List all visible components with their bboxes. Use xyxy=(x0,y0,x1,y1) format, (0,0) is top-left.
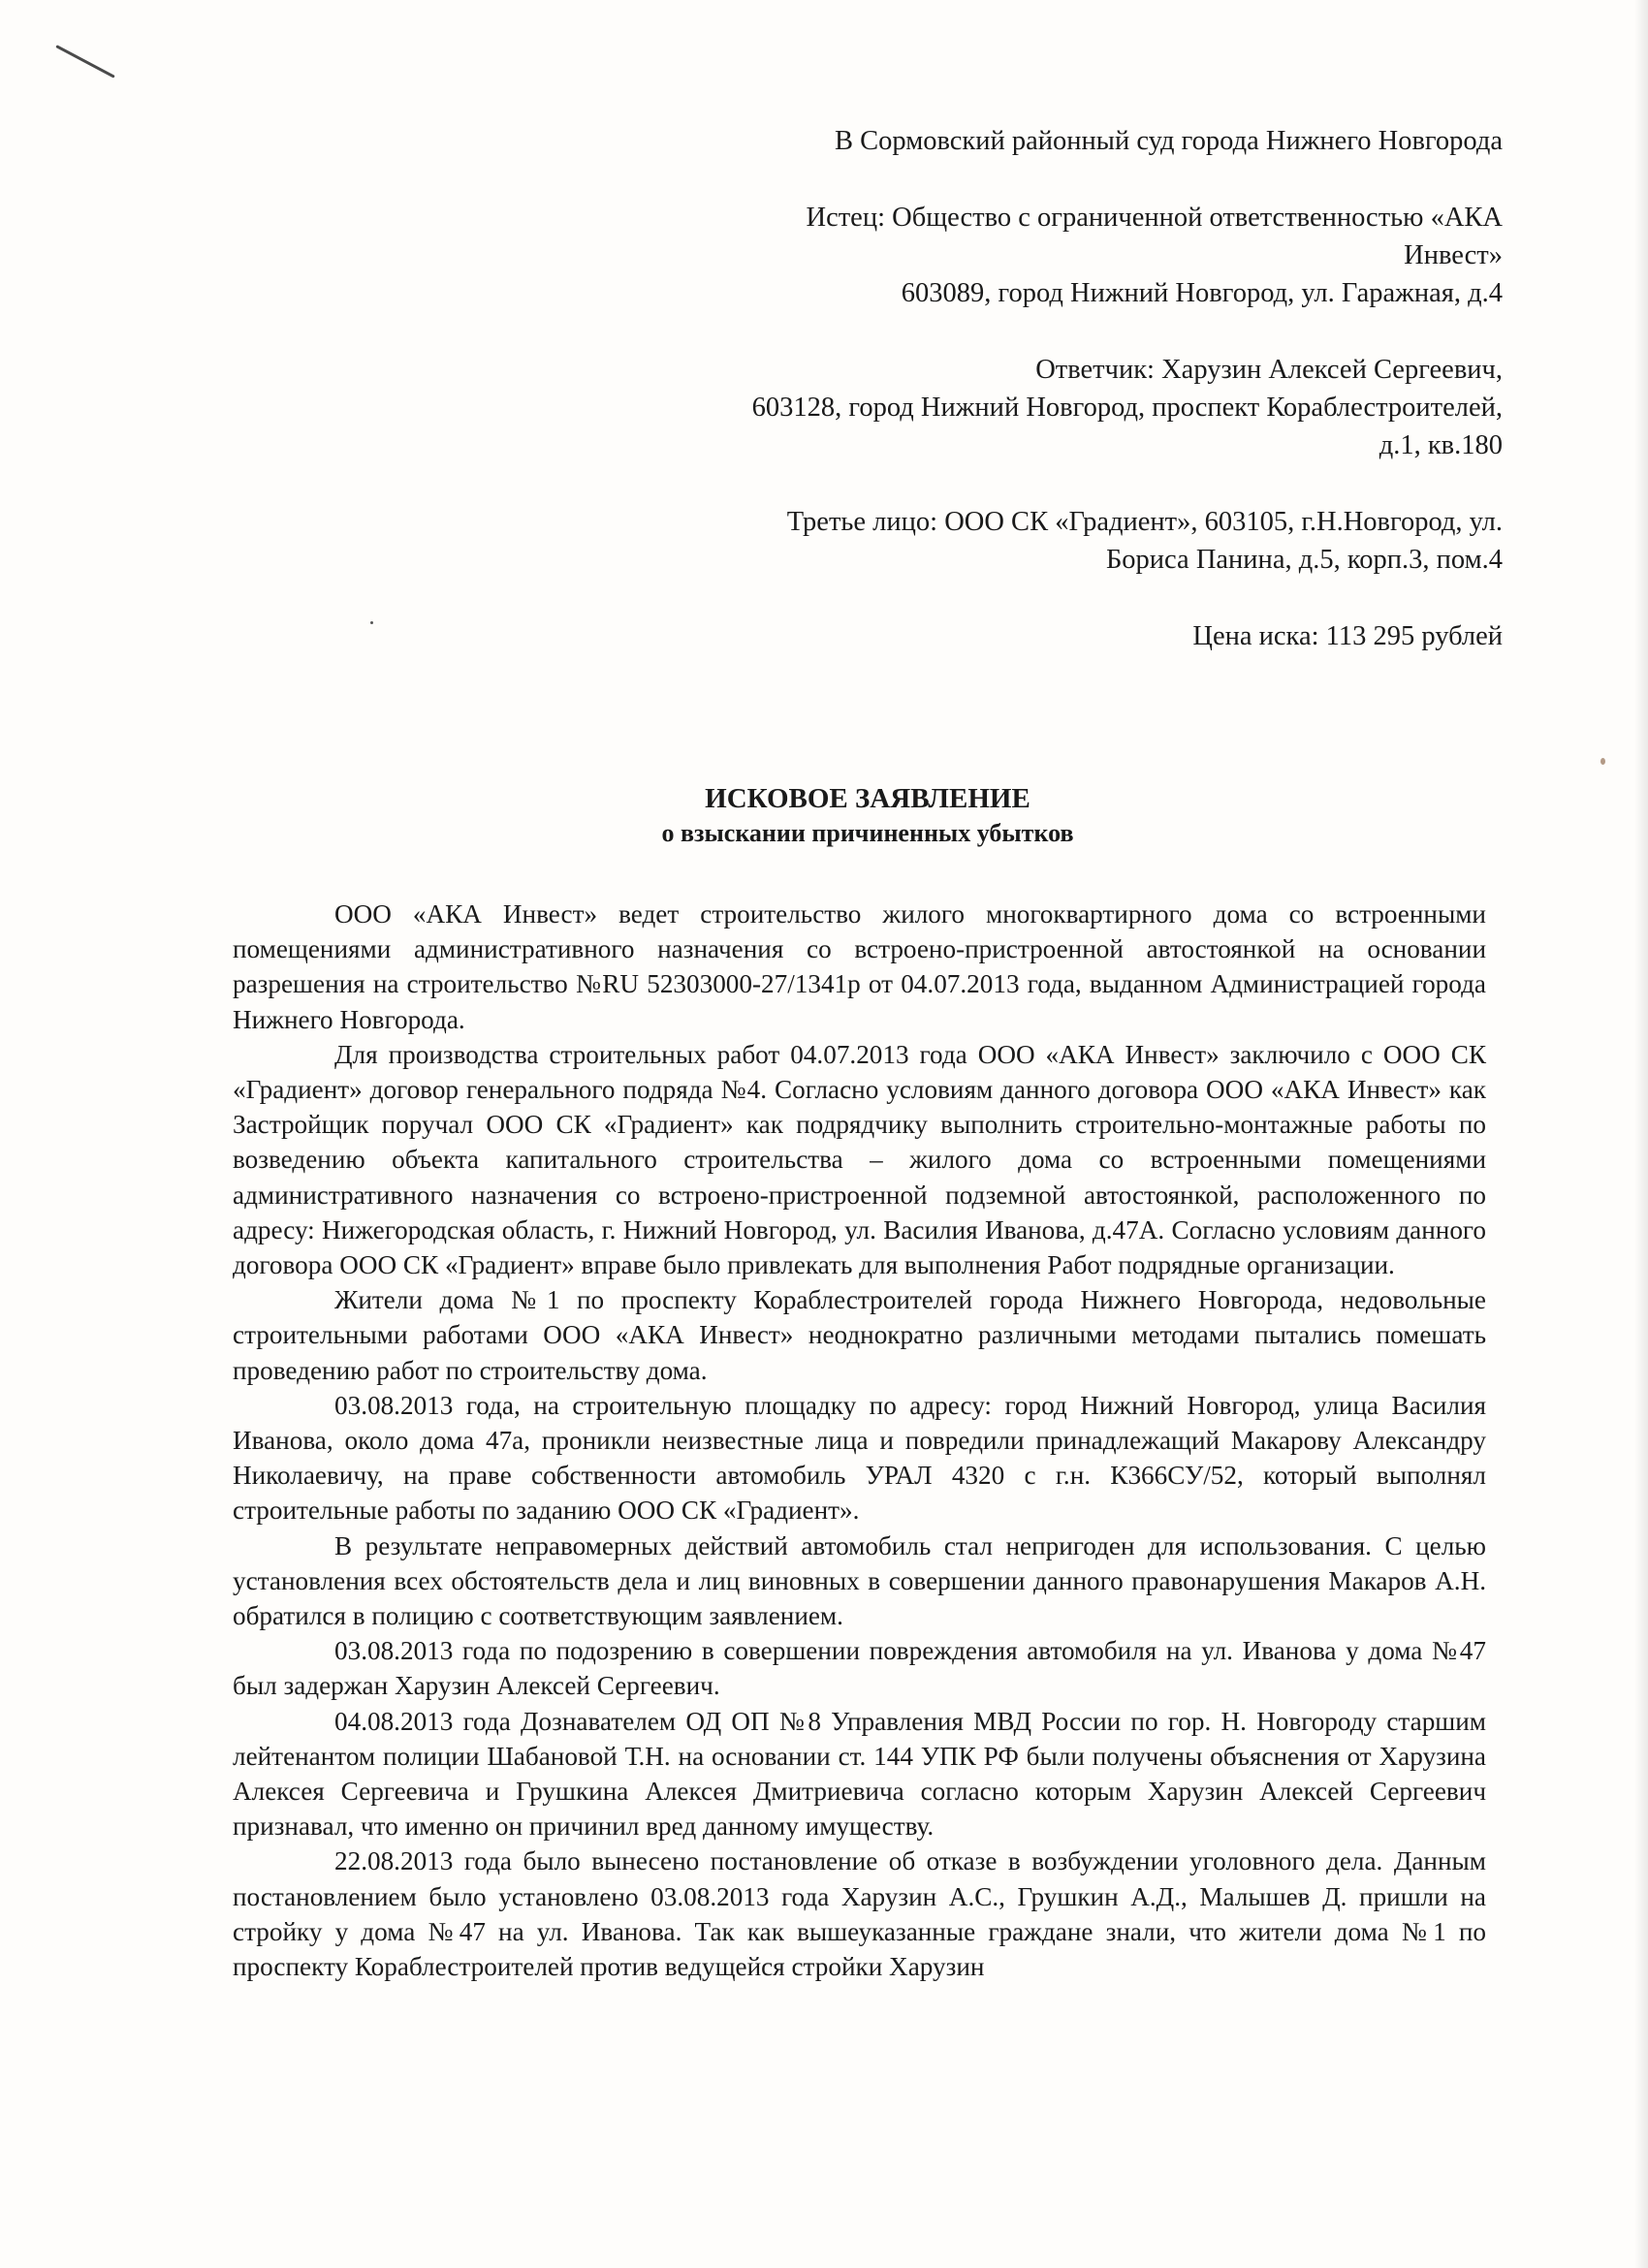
defendant-line-3: д.1, кв.180 xyxy=(1379,430,1503,460)
body-paragraph: Жители дома №1 по проспекту Кораблестроителей города Нижнего Новгорода, недовольные строительными работами ООО «АКА Инвест» неоднократно различными методами пытались помешать проведению работ по строительству дома. xyxy=(233,1285,1486,1385)
claim-price: Цена иска: 113 295 рублей xyxy=(1192,621,1503,651)
scan-dot xyxy=(370,621,373,624)
plaintiff-address: 603089, город Нижний Новгород, ул. Гаражная, д.4 xyxy=(901,278,1503,308)
third-party-line-2: Бориса Панина, д.5, корп.3, пом.4 xyxy=(1105,545,1503,575)
body-paragraph: 22.08.2013 года было вынесено постановление об отказе в возбуждении уголовного дела. Данным постановлением было установлено 03.08.2013 года Харузин А.С., Грушкин А.Д., Малышев Д. пришли на стройку у дома №47 на ул. Иванова. Так как вышеуказанные граждане знали, что жители дома №1 по проспекту Кораблестроителей против ведущейся стройки Харузин xyxy=(233,1846,1486,1982)
plaintiff-line-2: Инвест» xyxy=(1404,240,1503,270)
document-title-block xyxy=(233,780,1503,850)
addressee-block xyxy=(582,122,1503,655)
plaintiff-line-1: Истец: Общество с ограниченной ответственностью «АКА xyxy=(806,203,1503,233)
body-paragraph: 04.08.2013 года Дознавателем ОД ОП №8 Управления МВД России по гор. Н. Новгороду старшим лейтенантом полиции Шабановой Т.Н. на основании ст. 144 УПК РФ были получены объяснения от Харузина Алексея Сергеевича и Грушкина Алексея Дмитриевича согласно которым Харузин Алексей Сергеевич признавал, что именно он причинил вред данному имуществу. xyxy=(233,1706,1486,1842)
page-edge-shadow xyxy=(1634,0,1648,2268)
body-paragraph: Для производства строительных работ 04.07.2013 года ООО «АКА Инвест» заключило с ООО СК «Градиент» договор генерального подряда №4. Согласно условиям данного договора ООО «АКА Инвест» как Застройщик поручал ООО СК «Градиент» как подрядчику выполнить строительно-монтажные работы по возведению объекта капитального строительства – жилого дома со встроенными помещениями административного назначения со встроено-пристроенной подземной автостоянкой, расположенного по адресу: Нижегородская область, г. Нижний Новгород, ул. Василия Иванова, д.47А. Согласно условиям данного договора ООО СК «Градиент» вправе было привлекать для выполнения Работ подрядные организации. xyxy=(233,1039,1486,1280)
document-body xyxy=(233,897,1486,1984)
body-paragraph: 03.08.2013 года по подозрению в совершении повреждения автомобиля на ул. Иванова у дома №47 был задержан Харузин Алексей Сергеевич. xyxy=(233,1636,1486,1701)
scan-scratch-mark xyxy=(55,45,114,79)
third-party-line-1: Третье лицо: ООО СК «Градиент», 603105, г.Н.Новгород, ул. xyxy=(786,507,1503,537)
body-paragraph: В результате неправомерных действий автомобиль стал непригоден для использования. С целью установления всех обстоятельств дела и лиц виновных в совершении данного правонарушения Макаров А.Н. обратился в полицию с соответствующим заявлением. xyxy=(233,1530,1486,1631)
body-paragraph: 03.08.2013 года, на строительную площадку по адресу: город Нижний Новгород, улица Василия Иванова, около дома 47а, проникли неизвестные лица и повредили принадлежащий Макарову Александру Николаевичу, на праве собственности автомобиль УРАЛ 4320 с г.н. К366СУ/52, который выполнял строительные работы по заданию ООО СК «Градиент». xyxy=(233,1390,1486,1526)
body-paragraph: ООО «АКА Инвест» ведет строительство жилого многоквартирного дома со встроенными помещениями административного назначения со встроено-пристроенной автостоянкой на основании разрешения на строительство №RU 52303000-27/1341р от 04.07.2013 года, выданном Администрацией города Нижнего Новгорода. xyxy=(233,899,1486,1034)
defendant-line-1: Ответчик: Харузин Алексей Сергеевич, xyxy=(1035,355,1503,385)
scan-speck xyxy=(1600,758,1605,765)
defendant-line-2: 603128, город Нижний Новгород, проспект Кораблестроителей, xyxy=(751,393,1503,423)
court-name: В Сормовский районный суд города Нижнего Новгорода xyxy=(834,126,1503,156)
document-subtitle: о взыскании причиненных убытков xyxy=(661,819,1074,847)
document-title: ИСКОВОЕ ЗАЯВЛЕНИЕ xyxy=(705,783,1030,814)
